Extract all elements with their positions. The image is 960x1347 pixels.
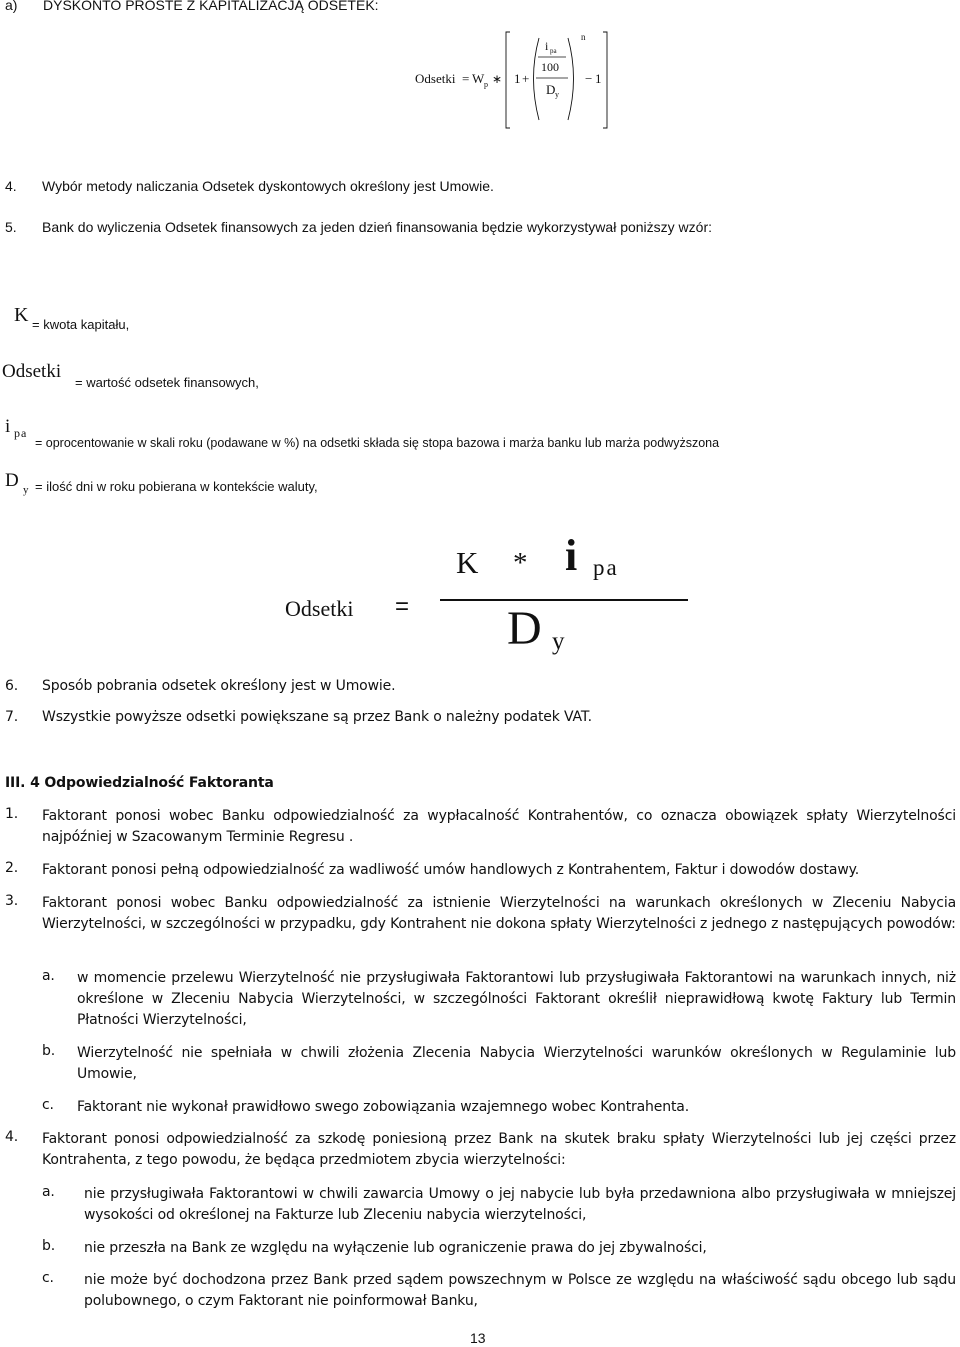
list-item-2-defects xyxy=(0,860,960,881)
list-item-3-existence xyxy=(0,893,960,935)
list-number: 4. xyxy=(5,178,17,194)
list-text: Wybór metody naliczania Odsetek dyskontowych określony jest Umowie. xyxy=(42,178,494,194)
sub-letter: a. xyxy=(42,968,55,984)
interest-formula xyxy=(280,530,700,670)
sub-item-4b xyxy=(0,1238,960,1259)
list-item-1-solvency xyxy=(0,806,960,848)
list-number: 2. xyxy=(5,860,19,876)
formula1-star: ∗ xyxy=(492,72,503,86)
sub-text: Faktorant nie wykonał prawidłowo swego zobowiązania wzajemnego wobec Kontrahenta. xyxy=(77,1099,690,1115)
formula2-d-sub: y xyxy=(552,628,565,655)
definition-text: = oprocentowanie w skali roku (podawane w %) na odsetki składa się stopa bazowa i marża banku lub marża podwyższona xyxy=(35,436,720,450)
sub-text: nie przysługiwała Faktorantowi w chwili zawarcia Umowy o jej nabycie lub była przedawniona albo przysługiwała w mniejszej wysokości od określonej na Fakturze lub Zleceniu nabycia wierzytelności, xyxy=(84,1186,956,1223)
sub-text: w momencie przelewu Wierzytelność nie przysługiwała Faktorantowi lub przysługiwała Faktorantowi na warunkach innych, niż określone w Zleceniu Nabycia Wierzytelności, w szczególności Faktorant określił nieprawidłową kwotę Faktury lub Termin Płatności Wierzytelności, xyxy=(77,970,956,1028)
section-heading: III. 4 Odpowiedzialność Faktoranta xyxy=(5,775,274,791)
definition-dy xyxy=(0,470,960,506)
sub-item-4a xyxy=(0,1184,960,1226)
list-text: Wszystkie powyższe odsetki powiększane są przez Bank o należny podatek VAT. xyxy=(42,709,592,725)
list-text: Faktorant ponosi pełną odpowiedzialność za wadliwość umów handlowych z Kontrahentem, Faktur i dowodów dostawy. xyxy=(42,862,860,878)
discount-formula xyxy=(400,28,620,132)
formula2-star: * xyxy=(513,547,528,579)
list-number: 3. xyxy=(5,893,19,909)
section-a-heading xyxy=(5,0,605,13)
formula2-d: D xyxy=(507,602,542,655)
definition-text: = wartość odsetek finansowych, xyxy=(75,375,259,390)
formula1-w: W xyxy=(472,71,485,86)
formula1-i-sub: pa xyxy=(550,47,557,55)
list-text: Faktorant ponosi wobec Banku odpowiedzialność za istnienie Wierzytelności na warunkach określonych w Zleceniu Nabycia Wierzytelności, w szczególności w przypadku, gdy Kontrahent nie dokona spłaty Wierzytelności z jednego z następujących powodów: xyxy=(42,895,956,932)
formula1-d-sub: y xyxy=(555,90,559,99)
sub-letter: b. xyxy=(42,1043,56,1059)
sub-letter: c. xyxy=(42,1270,54,1286)
list-number: 5. xyxy=(5,219,17,235)
list-number: 7. xyxy=(5,709,19,725)
definition-text: = ilość dni w roku pobierana w kontekście waluty, xyxy=(35,479,318,494)
definition-k xyxy=(0,302,960,332)
sub-item-3c xyxy=(0,1097,960,1118)
formula1-d: D xyxy=(546,82,556,97)
formula2-fraction-bar xyxy=(440,599,688,601)
formula1-outer-right-bracket xyxy=(603,32,607,128)
formula2-i: i xyxy=(565,531,578,580)
formula1-outer-left-bracket xyxy=(506,32,510,128)
formula2-lhs: Odsetki xyxy=(285,596,354,621)
list-item-4-damage xyxy=(0,1129,960,1171)
formula1-exp: n xyxy=(581,32,586,42)
formula1-w-sub: p xyxy=(484,80,488,89)
definition-symbol: D xyxy=(5,470,19,491)
formula1-plus: + xyxy=(522,71,530,86)
list-number: 6. xyxy=(5,678,19,694)
definition-symbol: i xyxy=(5,416,11,437)
definition-symbol: Odsetki xyxy=(2,361,62,382)
formula1-inner-left-paren xyxy=(534,38,540,120)
definition-symbol: K xyxy=(14,304,29,326)
formula1-lhs: Odsetki xyxy=(415,71,456,86)
definition-text: = kwota kapitału, xyxy=(32,317,130,332)
section-a-marker: a) xyxy=(5,0,18,13)
formula1-one: 1 xyxy=(514,71,521,86)
definition-subscript: pa xyxy=(14,426,28,440)
list-number: 4. xyxy=(5,1129,19,1145)
formula1-one2: 1 xyxy=(595,71,602,86)
sub-item-3a xyxy=(0,968,960,1031)
page-number: 13 xyxy=(470,1330,486,1346)
definition-odsetki xyxy=(0,360,960,390)
sub-text: Wierzytelność nie spełniała w chwili złożenia Zlecenia Nabycia Wierzytelności warunków określonych w Regulaminie lub Umowie, xyxy=(77,1045,956,1082)
formula1-eq: = xyxy=(462,71,470,86)
list-text: Bank do wyliczenia Odsetek finansowych za jeden dzień finansowania będzie wykorzystywał poniższy wzór: xyxy=(42,219,712,235)
sub-item-3b xyxy=(0,1043,960,1085)
formula2-k: K xyxy=(456,545,479,580)
sub-letter: c. xyxy=(42,1097,54,1113)
list-text: Sposób pobrania odsetek określony jest w Umowie. xyxy=(42,678,396,694)
sub-letter: a. xyxy=(42,1184,55,1200)
sub-text: nie przeszła na Bank ze względu na wyłączenie lub ograniczenie prawa do jej zbywalności, xyxy=(84,1240,707,1256)
list-number: 1. xyxy=(5,806,19,822)
formula1-hundred: 100 xyxy=(541,60,559,74)
formula1-inner-right-paren xyxy=(568,38,574,120)
formula1-i: i xyxy=(545,39,549,53)
formula2-i-sub: pa xyxy=(593,555,619,580)
definition-ipa xyxy=(0,416,960,452)
formula1-minus: − xyxy=(585,71,593,86)
sub-text: nie może być dochodzona przez Bank przed sądem powszechnym w Polsce ze względu na właściwość sądu obcego lub sądu polubownego, o czym Faktorant nie poinformował Banku, xyxy=(84,1272,956,1309)
list-text: Faktorant ponosi wobec Banku odpowiedzialność za wypłacalność Kontrahentów, co oznacza obowiązek spłaty Wierzytelności najpóźniej w Szacowanym Terminie Regresu . xyxy=(42,808,956,845)
formula2-eq: = xyxy=(395,593,410,620)
definition-subscript: y xyxy=(23,484,29,496)
list-text: Faktorant ponosi odpowiedzialność za szkodę poniesioną przez Bank na skutek braku spłaty Wierzytelności lub jej części przez Kontrahenta, z tego powodu, że będąca przedmiotem zbycia wierzytelności: xyxy=(42,1131,956,1168)
sub-letter: b. xyxy=(42,1238,56,1254)
sub-item-4c xyxy=(0,1270,960,1312)
section-a-title: DYSKONTO PROSTE Z KAPITALIZACJĄ ODSETEK: xyxy=(43,0,379,13)
